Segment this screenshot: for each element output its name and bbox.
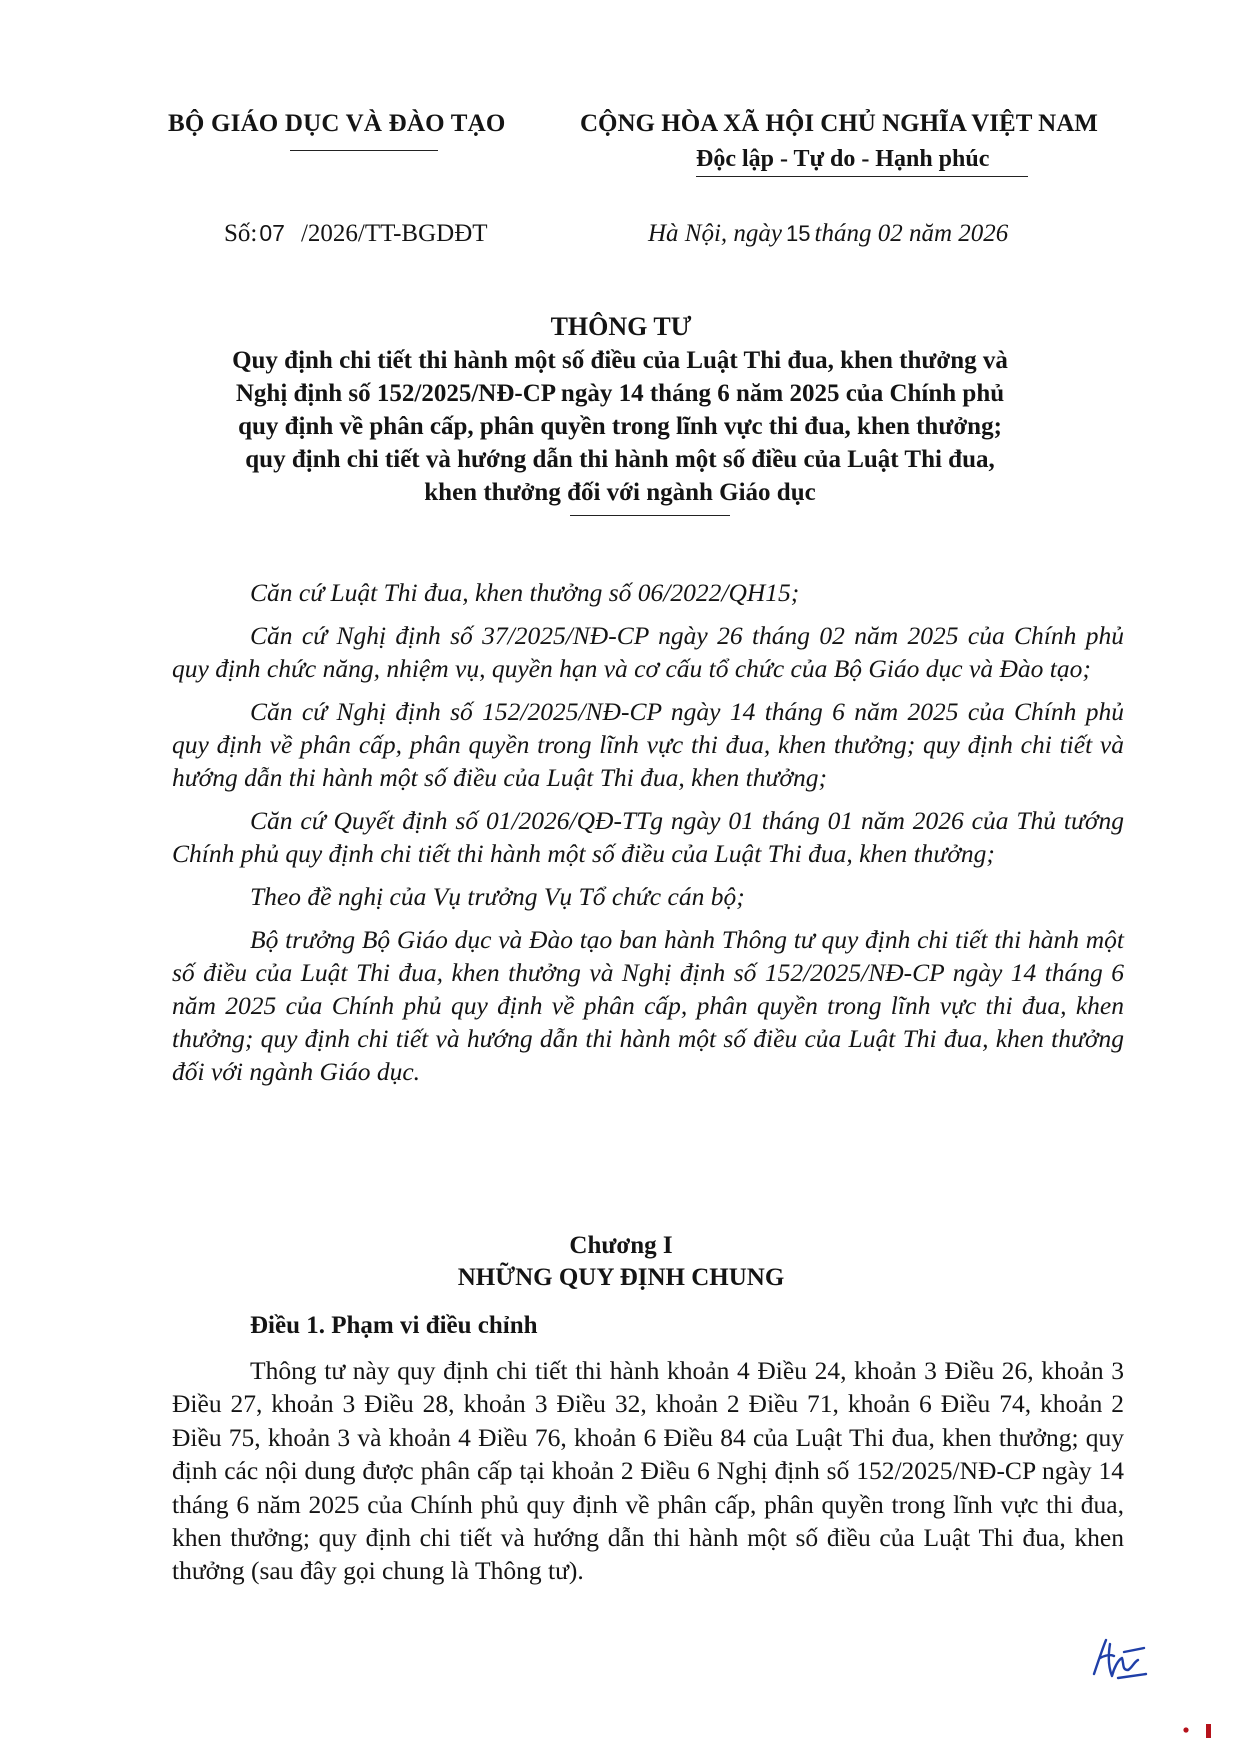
legal-bases <box>172 576 1124 1098</box>
chapter-label: Chương I <box>569 1232 673 1259</box>
legal-basis-paragraph: Căn cứ Nghị định số 152/2025/NĐ-CP ngày 14 tháng 6 năm 2025 của Chính phủ quy định về phân cấp, phân quyền trong lĩnh vực thi đua, khen thưởng; quy định chi tiết và hướng dẫn thi hành một số điều của Luật Thi đua, khen thưởng; <box>172 697 1124 792</box>
motto-underline <box>696 176 1028 177</box>
legal-basis-paragraph: Căn cứ Luật Thi đua, khen thưởng số 06/2022/QH15; <box>250 578 800 607</box>
subject-line: Quy định chi tiết thi hành một số điều của Luật Thi đua, khen thưởng và <box>232 347 1008 374</box>
initials-signature-icon <box>1088 1634 1150 1682</box>
article-body: Thông tư này quy định chi tiết thi hành khoản 4 Điều 24, khoản 3 Điều 26, khoản 3 Điều 27, khoản 3 Điều 28, khoản 3 Điều 32, khoản 2 Điều 71, khoản 6 Điều 74, khoản 2 Điều 75, khoản 3 và khoản 4 Điều 76, khoản 6 Điều 84 của Luật Thi đua, khen thưởng; quy định các nội dung được phân cấp tại khoản 2 Điều 6 Nghị định số 152/2025/NĐ-CP ngày 14 tháng 6 năm 2025 của Chính phủ quy định về phân cấp, phân quyền trong lĩnh vực thi đua, khen thưởng; quy định chi tiết và hướng dẫn thi hành một số điều của Luật Thi đua, khen thưởng (sau đây gọi chung là Thông tư). <box>172 1356 1124 1586</box>
issue-date-rest: tháng 02 năm 2026 <box>814 220 1009 247</box>
subject-line: quy định chi tiết và hướng dẫn thi hành một số điều của Luật Thi đua, <box>245 446 995 473</box>
document-number-value: 07 <box>259 220 285 246</box>
legal-basis-paragraph: Bộ trưởng Bộ Giáo dục và Đào tạo ban hành Thông tư quy định chi tiết thi hành một số điều của Luật Thi đua, khen thưởng và Nghị định số 152/2025/NĐ-CP ngày 14 tháng 6 năm 2025 của Chính phủ quy định về phân cấp, phân quyền trong lĩnh vực thi đua, khen thưởng; quy định chi tiết và hướng dẫn thi hành một số điều của Luật Thi đua, khen thưởng đối với ngành Giáo dục. <box>172 925 1124 1086</box>
subject-line: khen thưởng đối với ngành Giáo dục <box>424 479 816 506</box>
chapter-heading <box>0 1230 1242 1294</box>
document-number-label: Số: <box>224 220 258 247</box>
legal-basis-paragraph: Theo đề nghị của Vụ trưởng Vụ Tổ chức cán bộ; <box>250 882 745 911</box>
document-type: THÔNG TƯ <box>550 312 692 341</box>
chapter-title: NHỮNG QUY ĐỊNH CHUNG <box>457 1264 785 1291</box>
document-subject <box>170 344 1070 509</box>
document-number-suffix: /2026/TT-BGDĐT <box>300 220 488 247</box>
document-number <box>224 220 488 248</box>
subject-line: Nghị định số 152/2025/NĐ-CP ngày 14 tháng 6 năm 2025 của Chính phủ <box>235 380 1005 407</box>
issue-date-day: 15 <box>786 221 811 246</box>
issue-date <box>648 220 1008 248</box>
red-ink-marks <box>1180 1720 1220 1740</box>
subject-underline <box>570 515 730 516</box>
legal-basis-paragraph: Căn cứ Nghị định số 37/2025/NĐ-CP ngày 26 tháng 02 năm 2025 của Chính phủ quy định chức năng, nhiệm vụ, quyền hạn và cơ cấu tổ chức của Bộ Giáo dục và Đào tạo; <box>172 621 1124 683</box>
national-title: CỘNG HÒA XÃ HỘI CHỦ NGHĨA VIỆT NAM <box>580 110 1098 137</box>
issue-date-prefix: Hà Nội, ngày <box>648 220 783 247</box>
national-motto: Độc lập - Tự do - Hạnh phúc <box>696 146 990 172</box>
subject-line: quy định về phân cấp, phân quyền trong lĩnh vực thi đua, khen thưởng; <box>238 413 1002 440</box>
article-title: Điều 1. Phạm vi điều chỉnh <box>250 1312 538 1339</box>
legal-basis-paragraph: Căn cứ Quyết định số 01/2026/QĐ-TTg ngày 01 tháng 01 năm 2026 của Thủ tướng Chính phủ quy định chi tiết thi hành một số điều của Luật Thi đua, khen thưởng; <box>172 806 1124 868</box>
agency-underline <box>290 150 438 151</box>
issuing-agency: BỘ GIÁO DỤC VÀ ĐÀO TẠO <box>168 110 506 137</box>
